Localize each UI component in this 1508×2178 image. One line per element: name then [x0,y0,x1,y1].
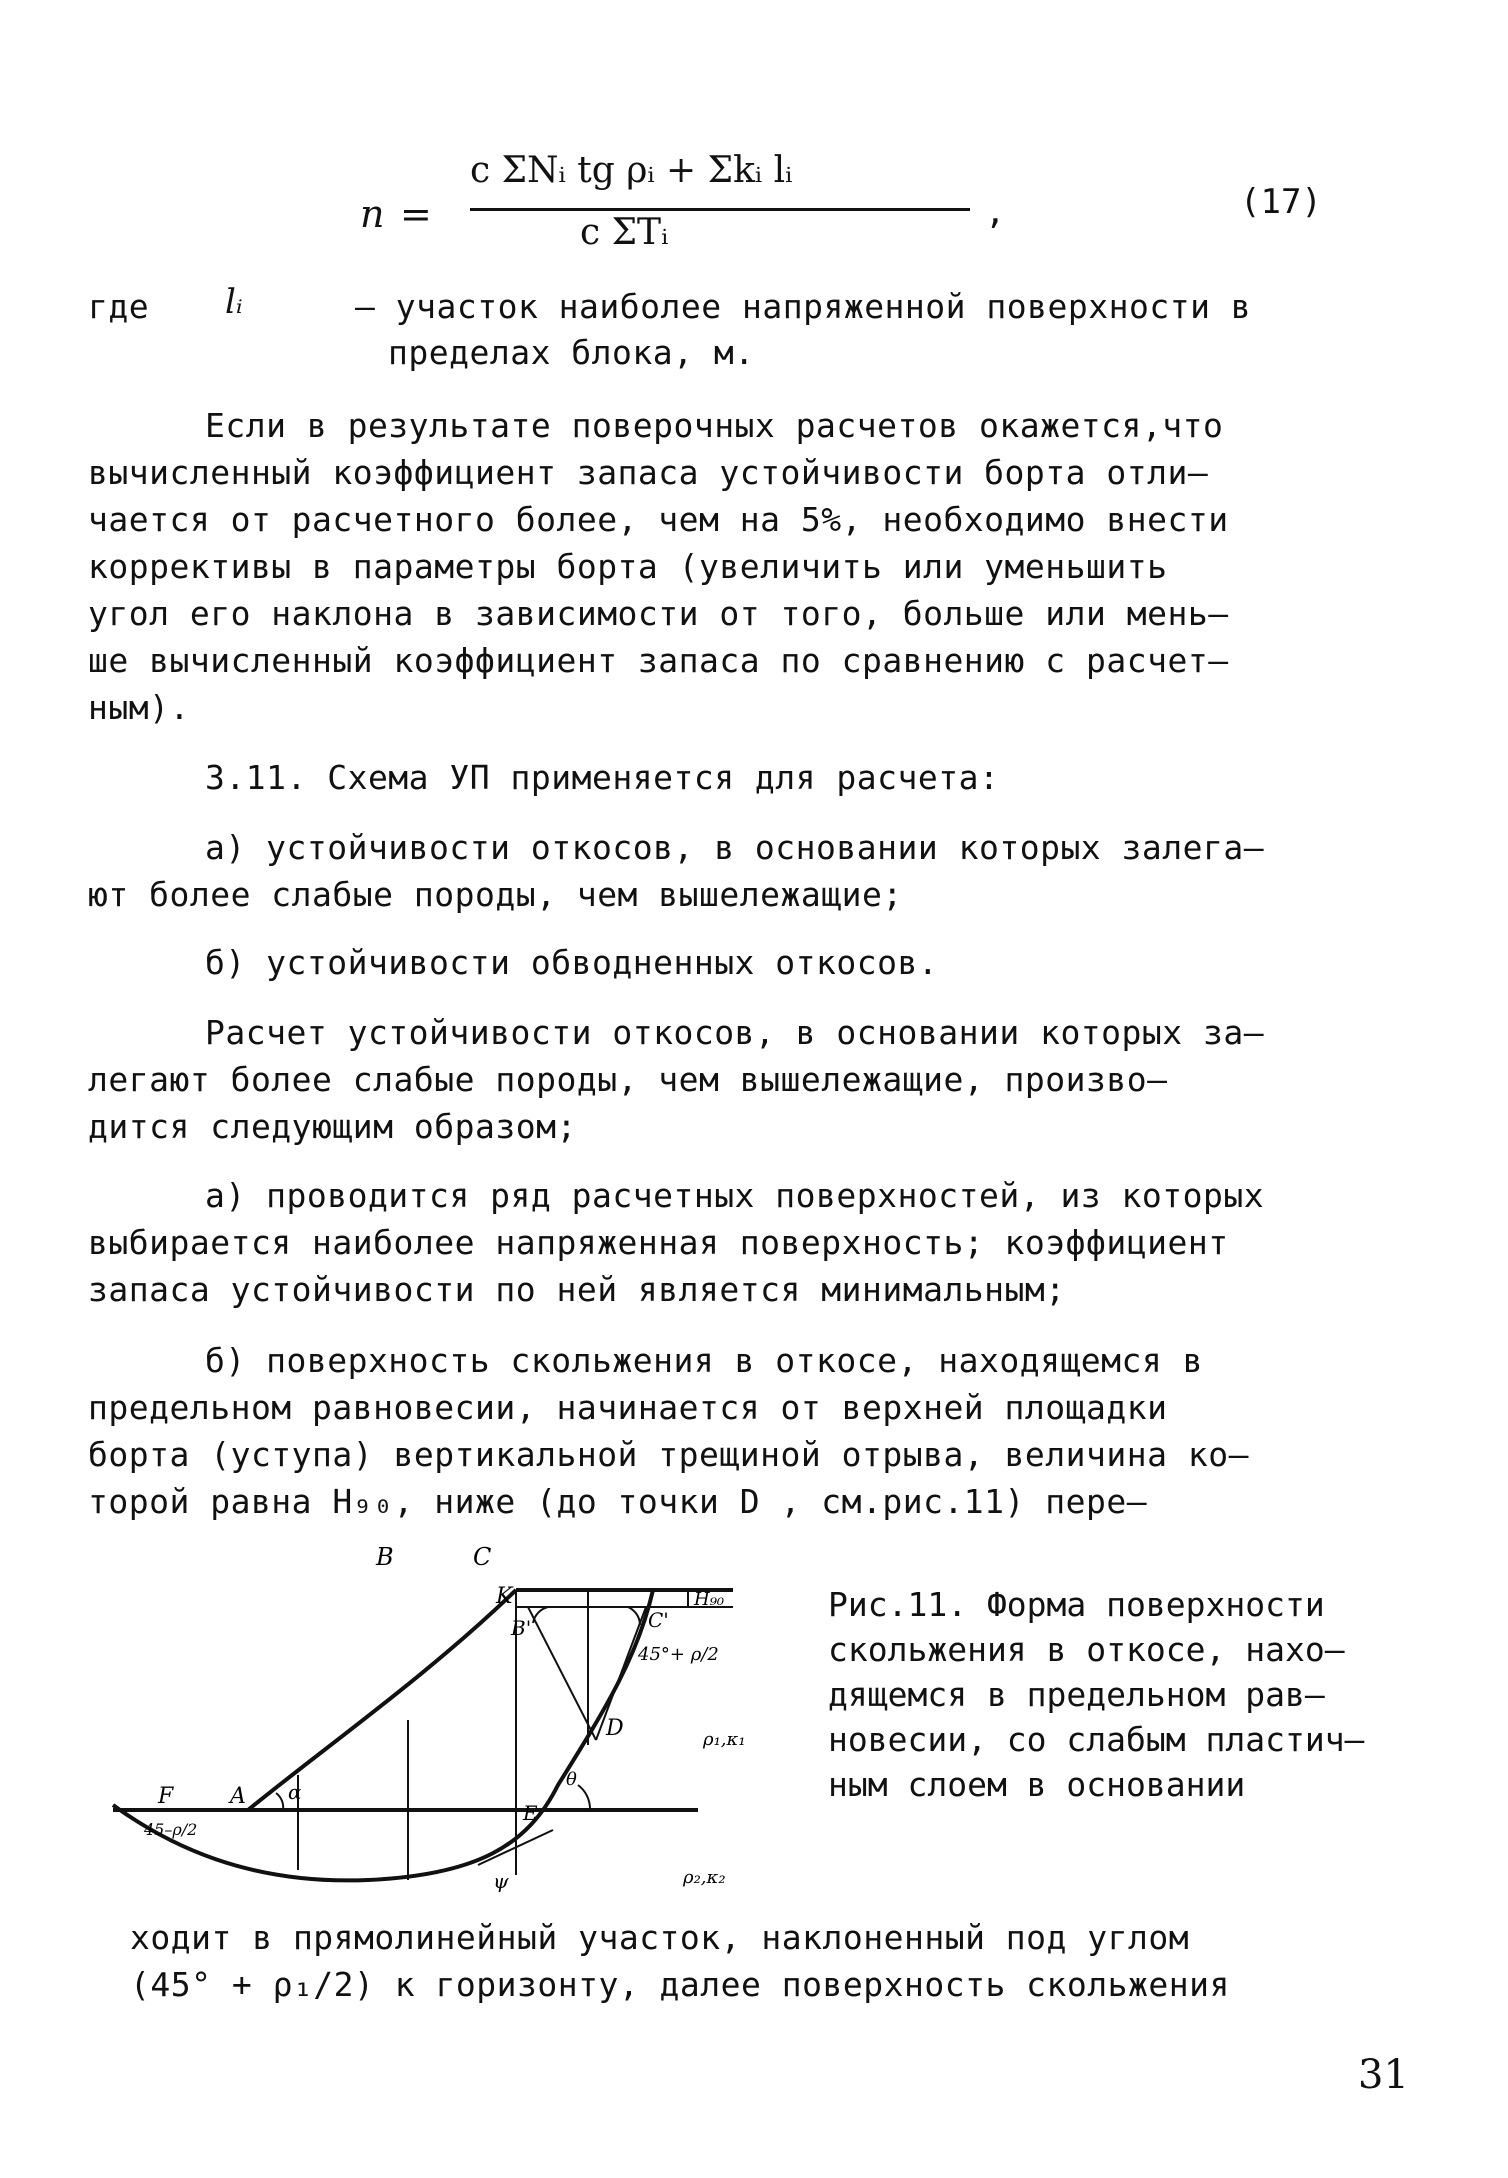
formula-number: (17) [1240,182,1322,222]
section-heading: 3.11. Схема УП применяется для расчета: [205,758,1000,797]
para2-line: Расчет устойчивости откосов, в основании которых за– [205,1013,1265,1052]
label-rho1: ρ₁,κ₁ [703,1729,746,1750]
label-D: D [606,1716,624,1741]
para3-line: (45° + ρ₁/2) к горизонту, далее поверхность скольжения [130,1965,1230,2004]
step-b-line: б) поверхность скольжения в откосе, находящемся в [205,1341,1204,1380]
para1-line: угол его наклона в зависимости от того, больше или мень– [88,594,1229,633]
where-line-2: пределах блока, м. [388,333,755,372]
formula-lhs: n [360,192,385,236]
step-b-line: борта (уступа) вертикальной трещиной отрыва, величина ко– [88,1435,1249,1474]
step-a-line: запаса устойчивости по ней является минимальным; [88,1270,1066,1309]
formula-equals: = [400,192,432,236]
item-a-line: а) устойчивости откосов, в основании которых залега– [205,828,1265,867]
formula-numerator: c ΣNᵢ tg ρᵢ + Σkᵢ lᵢ [470,150,793,191]
wedge-line [528,1607,596,1740]
label-C: C [473,1545,492,1571]
formula-denominator: c ΣTᵢ [580,212,669,253]
para1-line: чается от расчетного более, чем на 5%, необходимо внести [88,500,1229,539]
para1-line: Если в результате поверочных расчетов окажется,что [205,406,1224,445]
caption-line: Рис.11. Форма поверхности [828,1585,1325,1624]
angle-arc [628,1607,640,1625]
label-theta: θ [566,1769,577,1790]
label-H90: H₉₀ [694,1589,725,1610]
label-A: A [230,1784,246,1809]
where-word: где [88,287,150,326]
para2-line: легают более слабые породы, чем вышележащие, произво– [88,1060,1168,1099]
para3-line: ходит в прямолинейный участок, наклоненный под углом [130,1918,1190,1957]
label-K: K [496,1584,513,1609]
label-C1: C' [648,1608,669,1632]
step-a-line: выбирается наиболее напряженная поверхность; коэффициент [88,1223,1229,1262]
theta-arc [578,1785,590,1810]
label-B1: B' [511,1616,532,1640]
step-a-line: а) проводится ряд расчетных поверхностей, из которых [205,1176,1265,1215]
page-number: 31 [1358,2052,1409,2098]
slope-face [248,1590,516,1810]
para1-line: вычисленный коэффициент запаса устойчивости борта отли– [88,453,1209,492]
label-E: E [523,1801,538,1825]
label-angle-2: 45–ρ/2 [144,1820,198,1839]
label-rho2: ρ₂,κ₂ [683,1867,726,1888]
caption-line: ным слоем в основании [828,1765,1246,1804]
step-b-line: торой равна H₉₀, ниже (до точки D , см.рис.11) пере– [88,1482,1148,1521]
label-alpha: α [288,1780,302,1804]
formula-17 [360,150,1340,260]
caption-line: скольжения в откосе, нахо– [828,1630,1345,1669]
para2-line: дится следующим образом; [88,1107,577,1146]
label-angle-1: 45°+ ρ/2 [638,1644,719,1665]
label-psi: ψ [493,1869,509,1893]
figure-11-slip-surface [108,1545,788,1895]
item-b: б) устойчивости обводненных откосов. [205,943,939,982]
para1-line: коррективы в параметры борта (увеличить или уменьшить [88,547,1168,586]
formula-comma: , [985,192,1006,232]
label-B: B [376,1545,394,1571]
fraction-bar [470,208,970,211]
item-a-line: ют более слабые породы, чем вышележащие; [88,875,903,914]
caption-line: новесии, со слабым пластич– [828,1720,1365,1759]
para1-line: ше вычисленный коэффициент запаса по сравнению с расчет– [88,641,1229,680]
alpha-arc [276,1793,283,1810]
label-F: F [158,1784,174,1809]
where-line-1: – участок наиболее напряженной поверхности в [355,287,1252,326]
caption-line: дящемся в предельном рав– [828,1675,1325,1714]
para1-line: ным). [88,688,190,727]
where-symbol: lᵢ [225,282,243,322]
step-b-line: предельном равновесии, начинается от верхней площадки [88,1388,1168,1427]
